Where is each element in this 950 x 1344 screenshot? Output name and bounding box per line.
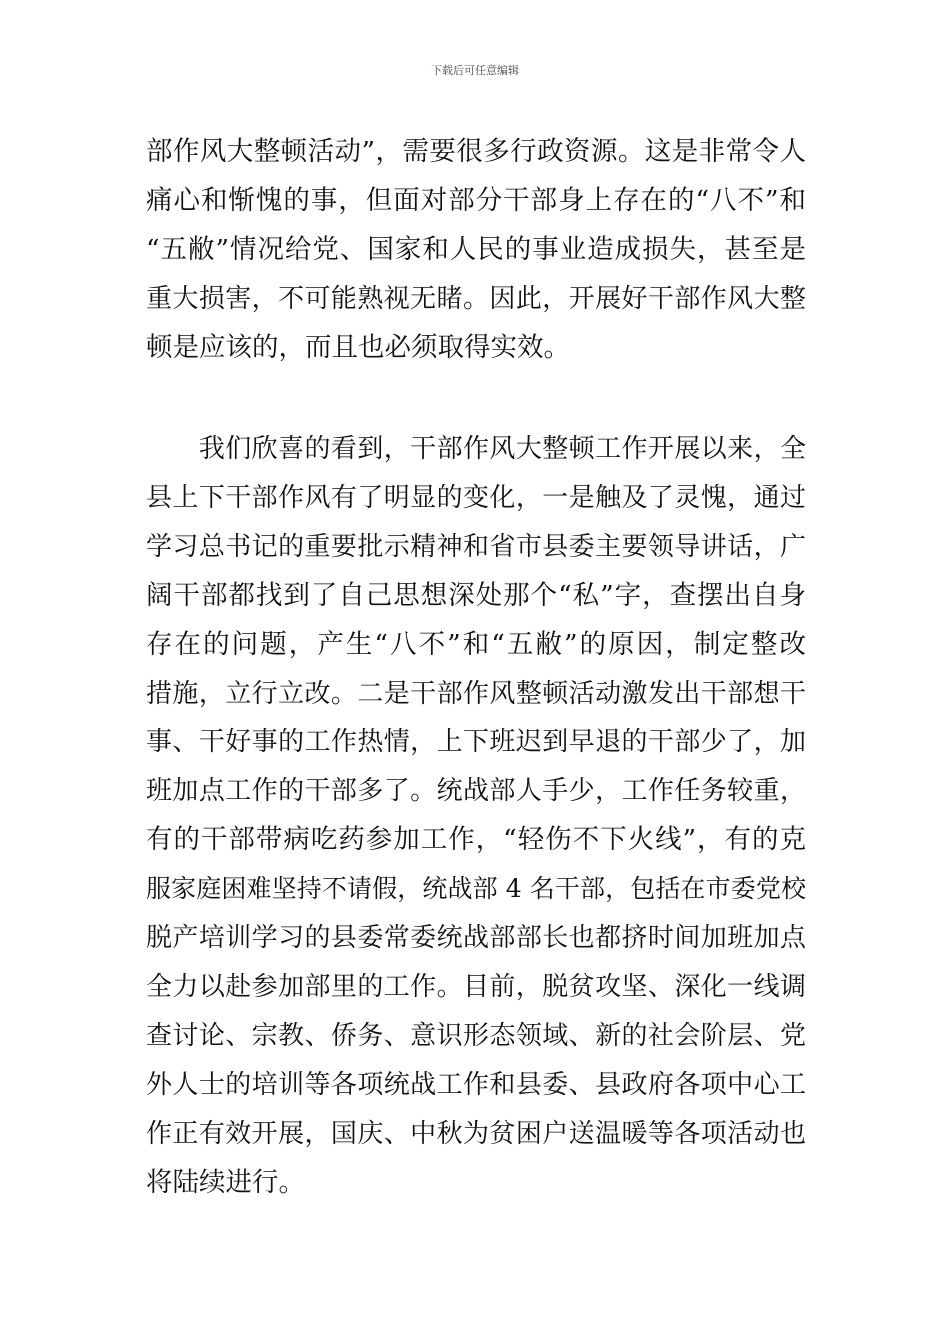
- text-line: 班加点工作的干部多了。统战部人手少，工作任务较重，: [146, 776, 806, 807]
- text-line: 全力以赴参加部里的工作。目前，脱贫攻坚、深化一线调: [146, 971, 806, 1002]
- text-line: 顿是应该的，而且也必须取得实效。: [146, 331, 570, 363]
- text-line: 存在的问题，产生“八不”和“五敝”的原因，制定整改: [146, 628, 806, 660]
- text-line: 我们欣喜的看到，干部作风大整顿工作开展以来，全: [146, 434, 806, 464]
- text-line: 作正有效开展，国庆、中秋为贫困户送温暖等各项活动也: [146, 1118, 806, 1149]
- text-line: 学习总书记的重要批示精神和省市县委主要领导讲话，广: [146, 531, 806, 562]
- text-line: 服家庭困难坚持不请假，统战部 4 名干部，包括在市委党校: [146, 874, 806, 904]
- text-line: 事、干好事的工作热情，上下班迟到早退的干部少了，加: [146, 727, 806, 758]
- text-line: 阔干部都找到了自己思想深处那个“私”字，查摆出自身: [146, 579, 806, 611]
- text-line: 有的干部带病吃药参加工作，“轻伤不下火线”，有的克: [146, 824, 806, 856]
- text-line: 县上下干部作风有了明显的变化，一是触及了灵愧，通过: [146, 482, 806, 513]
- text-line: 将陆续进行。: [146, 1166, 305, 1198]
- paragraph-2: [146, 425, 806, 1208]
- text-line: 脱产培训学习的县委常委统战部部长也都挤时间加班加点: [146, 923, 806, 954]
- text-line: 外人士的培训等各项统战工作和县委、县政府各项中心工: [146, 1069, 806, 1100]
- header-note: 下载后可任意编辑: [431, 64, 519, 77]
- text-line: 重大损害，不可能熟视无睹。因此，开展好干部作风大整: [146, 283, 806, 314]
- text-line: 查讨论、宗教、侨务、意识形态领域、新的社会阶层、党: [146, 1020, 806, 1051]
- text-line: 措施，立行立改。二是干部作风整顿活动激发出干部想干: [146, 678, 806, 709]
- text-line: 痛心和惭愧的事，但面对部分干部身上存在的“八不”和: [146, 184, 806, 216]
- text-line: 部作风大整顿活动”，需要很多行政资源。这是非常令人: [146, 136, 806, 167]
- paragraph-1: [146, 128, 806, 373]
- text-line: “五敝”情况给党、国家和人民的事业造成损失，甚至是: [146, 233, 806, 265]
